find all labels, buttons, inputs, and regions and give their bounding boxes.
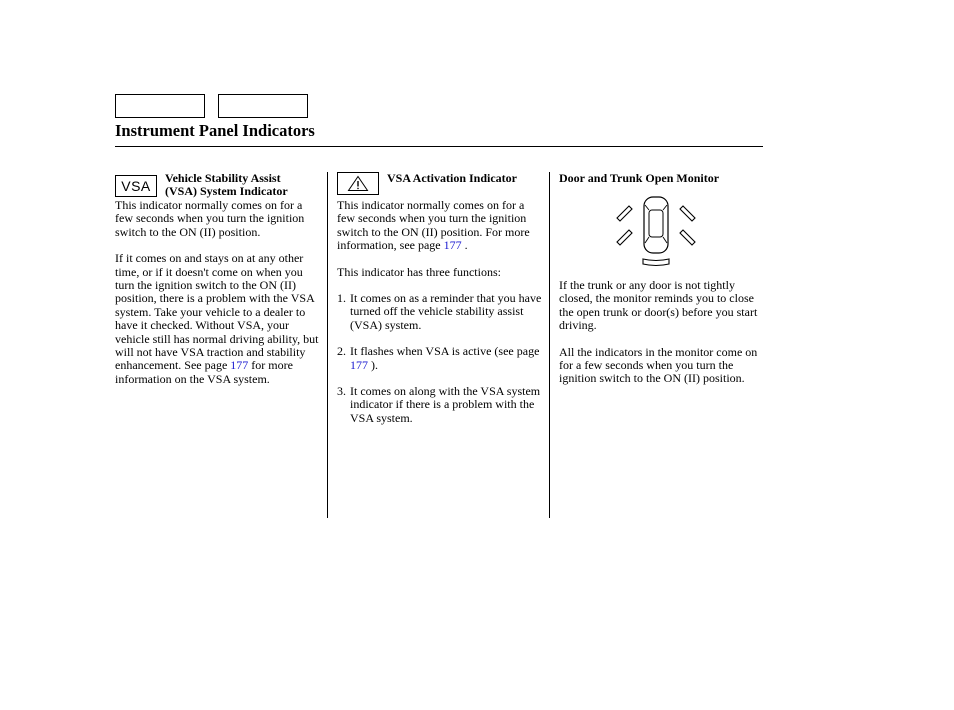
section-heading-vsa-system-indicator — [165, 172, 320, 199]
section-heading-vsa-activation-indicator: VSA Activation Indicator — [387, 171, 518, 185]
paragraph-text: If it comes on and stays on at any other time, or if it doesn't come on when you turn the ignition switch to the ON (II) position, there is a problem with the VSA system. Take your vehicle to a dealer to have it checked. Without VSA, your vehicle still has normal driving ability, but will not have VSA traction and stability enhancement. See page — [115, 251, 319, 373]
page-link-177[interactable]: 177 — [230, 358, 249, 373]
list-number: 2. — [337, 344, 346, 359]
paragraph-text: This indicator normally comes on for a few seconds when you turn the ignition switch to the ON (II) position. For more information, see page — [337, 198, 530, 253]
list-item — [337, 292, 542, 332]
paragraph: This indicator normally comes on for a few seconds when you turn the ignition switch to the ON (II) position. — [115, 198, 305, 239]
paragraph-text: for more information on the VSA system. — [115, 358, 293, 386]
section-heading-door-trunk-monitor: Door and Trunk Open Monitor — [559, 171, 720, 185]
warning-triangle-icon — [337, 172, 379, 195]
paragraph: If the trunk or any door is not tightly closed, the monitor reminds you to close the open trunk or door(s) before you start driving. — [559, 278, 758, 333]
column-divider — [327, 172, 328, 518]
title-rule — [115, 146, 763, 147]
section-body — [115, 199, 320, 386]
page-link-177[interactable]: 177 — [443, 238, 462, 253]
list-text: It flashes when VSA is active (see page — [350, 344, 540, 359]
list-number: 1. — [337, 291, 346, 306]
list-text: It comes on along with the VSA system indicator if there is a problem with the VSA system. — [350, 384, 541, 425]
paragraph: This indicator has three functions: — [337, 264, 501, 279]
section-body — [559, 279, 763, 386]
nav-box-table-of-contents[interactable] — [218, 94, 308, 118]
heading-line: Vehicle Stability Assist — [165, 171, 281, 185]
list-item — [337, 345, 542, 372]
paragraph — [115, 252, 320, 386]
paragraph-text: . — [464, 238, 468, 253]
paragraph: All the indicators in the monitor come on for a few seconds when you turn the ignition switch to the ON (II) position. — [559, 344, 758, 386]
list-text: It comes on as a reminder that you have turned off the vehicle stability assist (VSA) system. — [350, 291, 542, 332]
page-title: Instrument Panel Indicators — [115, 121, 315, 140]
heading-line: (VSA) System Indicator — [165, 184, 288, 199]
nav-box-main-menu[interactable] — [115, 94, 205, 118]
list-number: 3. — [337, 384, 346, 399]
section-body — [337, 199, 542, 438]
page-link-177[interactable]: 177 — [350, 357, 368, 372]
list-text: ). — [371, 357, 378, 372]
column-divider — [549, 172, 550, 518]
list-item — [337, 385, 542, 425]
vsa-indicator-icon: VSA — [115, 175, 157, 197]
car-door-trunk-monitor-icon — [615, 194, 697, 273]
paragraph — [337, 199, 542, 253]
functions-list — [337, 292, 542, 425]
